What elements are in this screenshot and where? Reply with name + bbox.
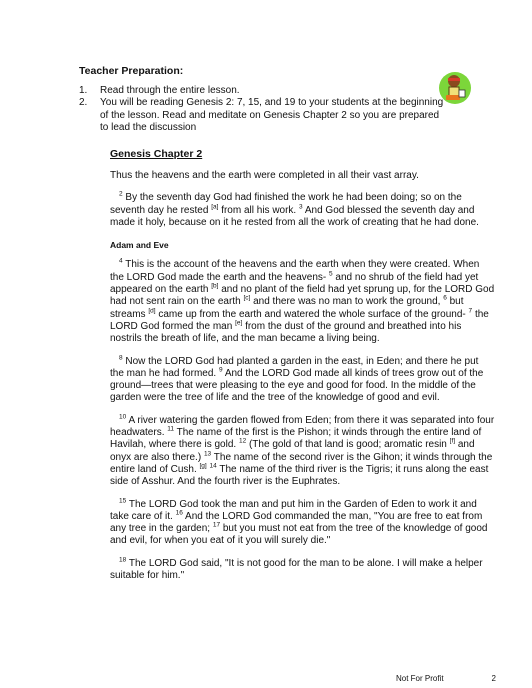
list-text: You will be reading Genesis 2: 7, 15, and 19 to your students at the beginning of the lesson. Read and meditate on Genesis Chapter 2 so you are prepared to lead the discussion — [100, 97, 444, 133]
verse-number: 3 — [299, 203, 303, 211]
verse-number: 18 — [119, 556, 127, 564]
scripture-text — [110, 170, 495, 592]
verse-text: The LORD God said, "It is not good for the man to be alone. I will make a helper suitable for him." — [110, 557, 483, 582]
footnote-marker: [f] — [449, 438, 456, 446]
verse-number: 11 — [167, 425, 175, 433]
verse-text: but you must not eat from the tree of the knowledge of good and evil, for when you eat of it you will surely die." — [110, 523, 488, 547]
chapter-title: Genesis Chapter 2 — [110, 148, 203, 160]
verse-text: The name of the third river is the Tigris; it runs along the east side of Asshur. And the fourth river is the Euphrates. — [110, 463, 489, 488]
verse-number: 17 — [212, 521, 221, 529]
footnote-marker: [b] — [211, 282, 219, 290]
verse-text: from all his work. — [218, 204, 299, 216]
verse-text: and no shrub of the field had yet appeared on the earth — [110, 271, 479, 296]
verse-number: 9 — [218, 366, 223, 374]
verse-text: Thus the heavens and the earth were completed in all their vast array. — [110, 170, 419, 181]
verse-number: 8 — [119, 354, 123, 362]
list-number: 1. — [79, 85, 88, 96]
footnote-marker: [d] — [148, 307, 156, 315]
verse-text: And the LORD God commanded the man, "You are free to eat from any tree in the garden; — [110, 510, 483, 535]
verse-number: 7 — [468, 307, 473, 315]
verse-text: and there was no man to work the ground, — [250, 296, 444, 308]
subheading: Adam and Eve — [110, 240, 169, 251]
verse-number: 10 — [119, 413, 127, 421]
page-footer — [396, 674, 496, 683]
footnote-marker: [c] — [243, 295, 251, 303]
verse-text: (The gold of that land is good; aromatic resin — [246, 439, 450, 451]
section-heading: Teacher Preparation: — [79, 65, 184, 77]
footer-label: Not For Profit — [396, 674, 444, 683]
verse-number: 2 — [119, 190, 123, 198]
paragraph — [110, 415, 495, 489]
verse-text: And the LORD God made all kinds of trees grow out of the ground—trees that were pleasing to the eye and good for food. In the middle of the garden were the tree of life and the tree of the knowledge of good and evil. — [110, 367, 484, 404]
verse-text: from the dust of the ground and breathed into his nostrils the breath of life, and the man became a living being. — [110, 320, 462, 345]
paragraph — [110, 192, 495, 229]
verse-number: 4 — [119, 258, 123, 266]
verse-text: The LORD God took the man and put him in the Garden of Eden to work it and take care of it. — [110, 498, 477, 522]
teacher-reading-icon — [438, 70, 472, 106]
list-number: 2. — [79, 97, 88, 109]
verse-number: 6 — [443, 295, 447, 303]
verse-text: This is the account of the heavens and the earth when they were created. When the LORD God made the earth and the heavens- — [110, 259, 480, 283]
paragraph — [110, 170, 495, 182]
verse-number: 12 — [238, 438, 247, 446]
verse-text: A river watering the garden flowed from Eden; from there it was separated into four headwaters. — [110, 414, 495, 439]
verse-text: Now the LORD God had planted a garden in the east, in Eden; and there he put the man he had formed. — [110, 355, 479, 379]
verse-number: 15 — [119, 497, 127, 505]
verse-text: By the seventh day God had finished the work he had been doing; so on the seventh day he rested — [110, 192, 462, 216]
verse-text: The name of the second river is the Gihon; it winds through the entire land of Cush. — [110, 451, 493, 475]
list-item — [79, 85, 449, 97]
verse-text: the LORD God formed the man — [110, 308, 489, 332]
verse-number: 16 — [175, 509, 183, 517]
paragraph — [110, 356, 495, 405]
verse-number: 5 — [329, 270, 333, 278]
verse-text: and onyx are also there.) — [110, 439, 475, 463]
prep-list — [79, 85, 449, 134]
list-item — [79, 97, 449, 134]
footnote-marker: [g] — [199, 462, 207, 470]
paragraph — [110, 558, 495, 583]
paragraph — [110, 499, 495, 548]
verse-text: but streams — [110, 296, 464, 320]
verse-text: The name of the first is the Pishon; it winds through the entire land of Havilah, where there is gold. — [110, 427, 482, 451]
verse-text: and no plant of the field had yet sprung up, for the LORD God had not sent rain on the earth — [110, 284, 495, 308]
verse-number: 14 — [209, 462, 217, 470]
verse-number: 13 — [203, 450, 212, 458]
page-number: 2 — [491, 674, 496, 683]
footnote-marker: [e] — [235, 319, 243, 327]
verse-text: came up from the earth and watered the whole surface of the ground- — [155, 308, 469, 320]
footnote-marker: [a] — [211, 203, 219, 211]
list-text: Read through the entire lesson. — [100, 85, 240, 96]
paragraph — [110, 259, 495, 345]
verse-text: And God blessed the seventh day and made it holy, because on it he rested from all the work of creating that he had done. — [110, 204, 479, 228]
